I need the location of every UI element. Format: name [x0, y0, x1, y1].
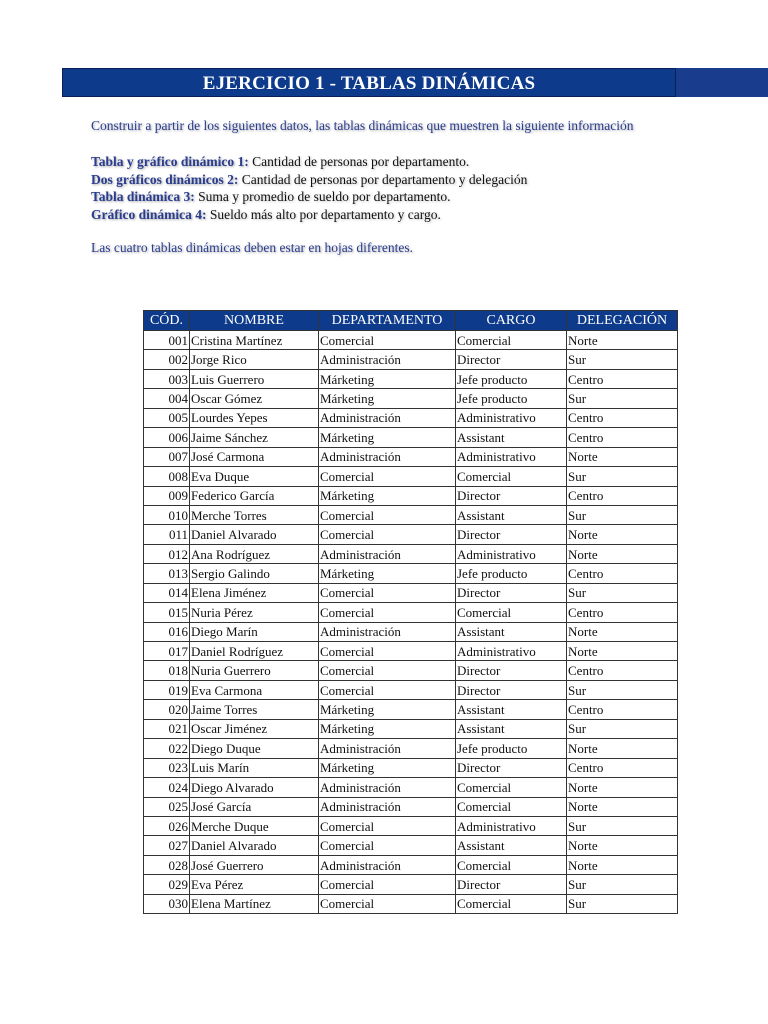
table-row: [144, 331, 678, 350]
table-row: [144, 719, 678, 738]
table-row: [144, 467, 678, 486]
cell-departamento: Comercial: [319, 680, 456, 699]
cell-cargo: Director: [456, 525, 567, 544]
task-text: Suma y promedio de sueldo por departamento.: [194, 189, 451, 204]
note-text: Las cuatro tablas dinámicas deben estar en hojas diferentes.: [91, 240, 413, 255]
cell-cargo: Comercial: [456, 797, 567, 816]
cell-delegacion: Sur: [567, 719, 678, 738]
cell-departamento: Comercial: [319, 505, 456, 524]
cell-cod: 006: [144, 428, 190, 447]
cell-cod: 021: [144, 719, 190, 738]
title-banner-extension: [676, 68, 768, 97]
table-row: [144, 525, 678, 544]
cell-cod: 026: [144, 816, 190, 835]
cell-delegacion: Centro: [567, 486, 678, 505]
cell-cod: 014: [144, 583, 190, 602]
cell-cod: 002: [144, 350, 190, 369]
cell-cod: 018: [144, 661, 190, 680]
cell-cod: 027: [144, 836, 190, 855]
cell-cargo: Comercial: [456, 778, 567, 797]
cell-cargo: Administrativo: [456, 447, 567, 466]
cell-departamento: Administración: [319, 778, 456, 797]
table-row: [144, 894, 678, 913]
cell-cargo: Assistant: [456, 622, 567, 641]
cell-cargo: Assistant: [456, 700, 567, 719]
table-row: [144, 680, 678, 699]
header-departamento: DEPARTAMENTO: [319, 311, 456, 331]
cell-nombre: Daniel Rodríguez: [190, 642, 319, 661]
table-row: [144, 797, 678, 816]
cell-delegacion: Norte: [567, 836, 678, 855]
cell-cod: 009: [144, 486, 190, 505]
cell-cod: 008: [144, 467, 190, 486]
cell-nombre: Jaime Sánchez: [190, 428, 319, 447]
cell-cargo: Director: [456, 486, 567, 505]
cell-nombre: Diego Marín: [190, 622, 319, 641]
cell-departamento: Administración: [319, 544, 456, 563]
cell-cargo: Assistant: [456, 505, 567, 524]
task-item: [91, 153, 527, 171]
cell-cod: 001: [144, 331, 190, 350]
task-label: Tabla y gráfico dinámico 1:: [91, 154, 249, 169]
cell-departamento: Administración: [319, 447, 456, 466]
table-row: [144, 544, 678, 563]
task-label: Tabla dinámica 3:: [91, 189, 195, 204]
cell-departamento: Comercial: [319, 894, 456, 913]
cell-departamento: Márketing: [319, 700, 456, 719]
cell-cargo: Director: [456, 661, 567, 680]
cell-cod: 023: [144, 758, 190, 777]
cell-delegacion: Norte: [567, 447, 678, 466]
header-nombre: NOMBRE: [190, 311, 319, 331]
cell-cod: 011: [144, 525, 190, 544]
task-text: Sueldo más alto por departamento y cargo.: [206, 206, 441, 222]
cell-nombre: Nuria Guerrero: [190, 661, 319, 680]
cell-nombre: José Carmona: [190, 447, 319, 466]
table-row: [144, 428, 678, 447]
cell-departamento: Márketing: [319, 369, 456, 388]
cell-cargo: Comercial: [456, 855, 567, 874]
cell-cod: 029: [144, 875, 190, 894]
cell-departamento: Administración: [319, 350, 456, 369]
table-row: [144, 486, 678, 505]
cell-departamento: Comercial: [319, 661, 456, 680]
cell-cod: 017: [144, 642, 190, 661]
cell-delegacion: Norte: [567, 778, 678, 797]
cell-cargo: Administrativo: [456, 544, 567, 563]
table-row: [144, 642, 678, 661]
cell-cod: 016: [144, 622, 190, 641]
cell-delegacion: Norte: [567, 855, 678, 874]
cell-cod: 015: [144, 603, 190, 622]
cell-nombre: Oscar Gómez: [190, 389, 319, 408]
table-row: [144, 700, 678, 719]
table-row: [144, 389, 678, 408]
table-row: [144, 505, 678, 524]
cell-delegacion: Centro: [567, 603, 678, 622]
header-cargo: CARGO: [456, 311, 567, 331]
employee-table: [143, 310, 678, 914]
cell-delegacion: Norte: [567, 544, 678, 563]
task-text: Cantidad de personas por departamento.: [248, 154, 470, 169]
table-row: [144, 875, 678, 894]
table-row: [144, 603, 678, 622]
cell-nombre: Merche Torres: [190, 505, 319, 524]
table-row: [144, 816, 678, 835]
cell-cargo: Jefe producto: [456, 564, 567, 583]
cell-departamento: Comercial: [319, 583, 456, 602]
cell-delegacion: Norte: [567, 331, 678, 350]
cell-cod: 007: [144, 447, 190, 466]
cell-nombre: Luis Guerrero: [190, 369, 319, 388]
cell-cod: 030: [144, 894, 190, 913]
cell-departamento: Comercial: [319, 603, 456, 622]
task-item: [91, 206, 527, 224]
cell-cargo: Comercial: [456, 467, 567, 486]
cell-delegacion: Centro: [567, 369, 678, 388]
cell-nombre: Federico García: [190, 486, 319, 505]
cell-nombre: Sergio Galindo: [190, 564, 319, 583]
cell-cod: 025: [144, 797, 190, 816]
intro-text: Construir a partir de los siguientes datos, las tablas dinámicas que muestren la siguiente información: [91, 118, 634, 133]
cell-cod: 012: [144, 544, 190, 563]
cell-departamento: Comercial: [319, 875, 456, 894]
cell-cod: 010: [144, 505, 190, 524]
cell-delegacion: Sur: [567, 350, 678, 369]
cell-delegacion: Norte: [567, 642, 678, 661]
cell-cod: 004: [144, 389, 190, 408]
cell-delegacion: Norte: [567, 797, 678, 816]
cell-nombre: Luis Marín: [190, 758, 319, 777]
cell-nombre: José García: [190, 797, 319, 816]
cell-nombre: Nuria Pérez: [190, 603, 319, 622]
cell-departamento: Márketing: [319, 428, 456, 447]
table-row: [144, 447, 678, 466]
cell-delegacion: Norte: [567, 525, 678, 544]
cell-cod: 020: [144, 700, 190, 719]
cell-delegacion: Sur: [567, 816, 678, 835]
cell-nombre: Cristina Martínez: [190, 331, 319, 350]
table-row: [144, 739, 678, 758]
header-cod: CÓD.: [144, 311, 190, 331]
cell-nombre: Eva Duque: [190, 467, 319, 486]
cell-delegacion: Sur: [567, 389, 678, 408]
cell-cargo: Administrativo: [456, 408, 567, 427]
cell-departamento: Comercial: [319, 525, 456, 544]
cell-nombre: Daniel Alvarado: [190, 836, 319, 855]
cell-nombre: Eva Pérez: [190, 875, 319, 894]
cell-departamento: Márketing: [319, 719, 456, 738]
cell-nombre: Ana Rodríguez: [190, 544, 319, 563]
cell-departamento: Administración: [319, 855, 456, 874]
cell-departamento: Comercial: [319, 467, 456, 486]
task-label: Gráfico dinámica 4:: [91, 206, 207, 222]
cell-nombre: José Guerrero: [190, 855, 319, 874]
table-row: [144, 778, 678, 797]
cell-nombre: Eva Carmona: [190, 680, 319, 699]
cell-departamento: Administración: [319, 797, 456, 816]
table-row: [144, 855, 678, 874]
table-row: [144, 661, 678, 680]
task-item: [91, 188, 527, 206]
table-row: [144, 564, 678, 583]
cell-departamento: Comercial: [319, 836, 456, 855]
cell-delegacion: Sur: [567, 875, 678, 894]
cell-cargo: Assistant: [456, 836, 567, 855]
cell-delegacion: Centro: [567, 758, 678, 777]
cell-nombre: Diego Alvarado: [190, 778, 319, 797]
cell-departamento: Márketing: [319, 564, 456, 583]
cell-cod: 022: [144, 739, 190, 758]
cell-cargo: Director: [456, 758, 567, 777]
cell-delegacion: Centro: [567, 408, 678, 427]
cell-delegacion: Centro: [567, 428, 678, 447]
cell-departamento: Márketing: [319, 758, 456, 777]
cell-delegacion: Norte: [567, 739, 678, 758]
cell-departamento: Comercial: [319, 642, 456, 661]
cell-departamento: Administración: [319, 408, 456, 427]
cell-cargo: Assistant: [456, 719, 567, 738]
cell-nombre: Merche Duque: [190, 816, 319, 835]
task-label: Dos gráficos dinámicos 2:: [91, 171, 239, 187]
page-title: EJERCICIO 1 - TABLAS DINÁMICAS: [62, 68, 676, 97]
cell-delegacion: Sur: [567, 894, 678, 913]
cell-cargo: Jefe producto: [456, 369, 567, 388]
table-row: [144, 350, 678, 369]
cell-cargo: Director: [456, 875, 567, 894]
table-row: [144, 622, 678, 641]
cell-delegacion: Centro: [567, 564, 678, 583]
header-delegacion: DELEGACIÓN: [567, 311, 678, 331]
table-row: [144, 758, 678, 777]
cell-cargo: Jefe producto: [456, 739, 567, 758]
table-header-row: [144, 311, 678, 331]
table-body: [144, 331, 678, 914]
cell-cargo: Comercial: [456, 331, 567, 350]
cell-cargo: Jefe producto: [456, 389, 567, 408]
cell-cod: 024: [144, 778, 190, 797]
cell-delegacion: Sur: [567, 583, 678, 602]
cell-cod: 019: [144, 680, 190, 699]
cell-cargo: Director: [456, 583, 567, 602]
task-item: [91, 171, 527, 189]
cell-nombre: Elena Jiménez: [190, 583, 319, 602]
cell-cod: 003: [144, 369, 190, 388]
cell-nombre: Diego Duque: [190, 739, 319, 758]
cell-cargo: Assistant: [456, 428, 567, 447]
cell-nombre: Elena Martínez: [190, 894, 319, 913]
cell-delegacion: Centro: [567, 661, 678, 680]
cell-delegacion: Sur: [567, 505, 678, 524]
cell-nombre: Jorge Rico: [190, 350, 319, 369]
cell-delegacion: Centro: [567, 700, 678, 719]
cell-departamento: Comercial: [319, 816, 456, 835]
cell-cod: 005: [144, 408, 190, 427]
cell-delegacion: Norte: [567, 622, 678, 641]
task-list: [91, 153, 527, 223]
cell-nombre: Oscar Jiménez: [190, 719, 319, 738]
cell-delegacion: Sur: [567, 680, 678, 699]
cell-departamento: Administración: [319, 739, 456, 758]
table-row: [144, 369, 678, 388]
cell-nombre: Jaime Torres: [190, 700, 319, 719]
cell-departamento: Comercial: [319, 331, 456, 350]
cell-departamento: Administración: [319, 622, 456, 641]
table-row: [144, 408, 678, 427]
cell-cod: 028: [144, 855, 190, 874]
cell-cod: 013: [144, 564, 190, 583]
cell-nombre: Daniel Alvarado: [190, 525, 319, 544]
cell-departamento: Márketing: [319, 486, 456, 505]
cell-departamento: Márketing: [319, 389, 456, 408]
task-text: Cantidad de personas por departamento y delegación: [238, 171, 528, 187]
table-row: [144, 583, 678, 602]
cell-cargo: Comercial: [456, 603, 567, 622]
cell-cargo: Administrativo: [456, 816, 567, 835]
cell-cargo: Director: [456, 350, 567, 369]
cell-nombre: Lourdes Yepes: [190, 408, 319, 427]
cell-cargo: Director: [456, 680, 567, 699]
cell-cargo: Administrativo: [456, 642, 567, 661]
cell-cargo: Comercial: [456, 894, 567, 913]
table-row: [144, 836, 678, 855]
cell-delegacion: Sur: [567, 467, 678, 486]
